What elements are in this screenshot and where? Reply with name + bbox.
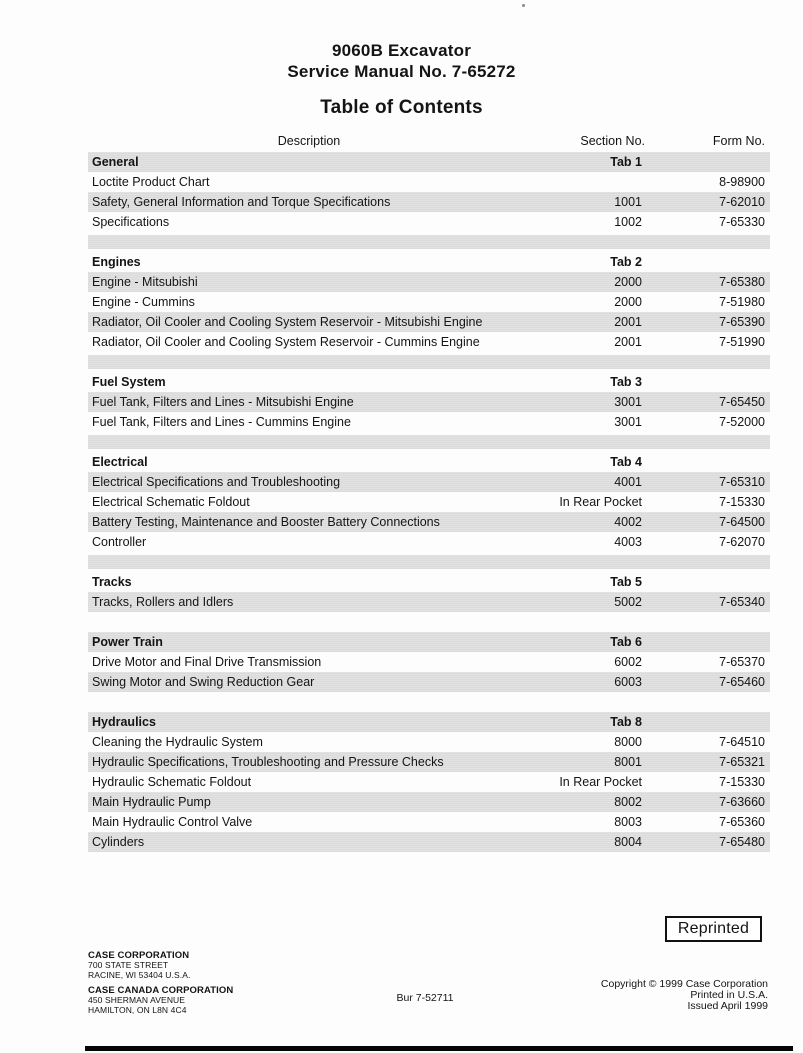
table-row [88, 652, 770, 672]
row-description: Cylinders [92, 835, 145, 849]
section-header-row [88, 712, 770, 732]
row-description: Electrical Schematic Foldout [92, 495, 250, 509]
row-form-no [650, 152, 770, 172]
toc-heading: Table of Contents [320, 97, 483, 118]
row-form-no: 7-15330 [719, 775, 765, 789]
section-header-row [88, 252, 770, 272]
row-form-no: 7-62010 [719, 195, 765, 209]
row-form-no [650, 432, 770, 452]
table-row [88, 732, 770, 752]
row-description: Fuel Tank, Filters and Lines - Mitsubishi Engine [92, 395, 354, 409]
row-form-no [650, 692, 770, 712]
row-section-no [530, 172, 650, 192]
row-section-no: 4002 [614, 515, 642, 529]
issued-line: Issued April 1999 [687, 1000, 768, 1013]
row-description [88, 552, 530, 572]
bureau-number: Bur 7-52711 [396, 992, 454, 1004]
row-form-no [650, 572, 770, 592]
scan-speck [522, 4, 525, 7]
row-section-no [530, 552, 650, 572]
manual-title-line2: Service Manual No. 7-65272 [287, 62, 516, 81]
table-body [88, 152, 770, 852]
table-row [88, 392, 770, 412]
row-description: Power Train [92, 635, 163, 649]
column-header-description: Description [277, 134, 341, 148]
row-description: Drive Motor and Final Drive Transmission [92, 655, 322, 669]
row-description: Fuel System [92, 375, 166, 389]
row-section-no [530, 352, 650, 372]
row-description: Fuel Tank, Filters and Lines - Cummins Engine [92, 415, 351, 429]
manual-title-line1: 9060B Excavator [331, 41, 472, 60]
row-form-no: 8-98900 [719, 175, 765, 189]
copyright-block [468, 979, 768, 1013]
printed-line: Printed in U.S.A. [690, 989, 768, 1002]
row-form-no [650, 552, 770, 572]
table-row [88, 272, 770, 292]
table-row [88, 792, 770, 812]
table-row [88, 592, 770, 612]
row-form-no: 7-51980 [719, 295, 765, 309]
row-form-no: 7-64510 [719, 735, 765, 749]
table-row [88, 752, 770, 772]
row-section-no: In Rear Pocket [559, 495, 642, 509]
table-header-row [88, 131, 770, 152]
row-form-no: 7-65360 [719, 815, 765, 829]
row-form-no: 7-65321 [719, 755, 765, 769]
row-form-no: 7-51990 [719, 335, 765, 349]
row-description: Engines [92, 255, 141, 269]
row-section-no [530, 612, 650, 632]
row-section-no: Tab 3 [610, 375, 642, 389]
row-description: Specifications [92, 215, 170, 229]
company-block-us [88, 950, 233, 980]
column-header-form: Form No. [712, 134, 765, 148]
row-description: Tracks, Rollers and Idlers [92, 595, 234, 609]
row-section-no [530, 432, 650, 452]
row-section-no: Tab 6 [610, 635, 642, 649]
row-section-no [530, 232, 650, 252]
row-description: Hydraulic Specifications, Troubleshooting and Pressure Checks [92, 755, 444, 769]
company-address-line: 700 STATE STREET [88, 960, 169, 970]
table-row [88, 532, 770, 552]
publisher-address-block [88, 950, 233, 1015]
row-section-no: 2000 [614, 295, 642, 309]
row-description [88, 352, 530, 372]
table-row [88, 292, 770, 312]
row-description: Battery Testing, Maintenance and Booster Battery Connections [92, 515, 440, 529]
row-description: Controller [92, 535, 147, 549]
spacer-row [88, 352, 770, 372]
row-form-no [650, 632, 770, 652]
row-form-no [650, 452, 770, 472]
company-address-line: HAMILTON, ON L8N 4C4 [88, 1004, 187, 1015]
row-description [88, 612, 530, 632]
table-row [88, 492, 770, 512]
row-description [88, 232, 530, 252]
row-section-no: 2000 [614, 275, 642, 289]
row-section-no: 4003 [614, 535, 642, 549]
table-row [88, 332, 770, 352]
section-header-row [88, 572, 770, 592]
table-row [88, 472, 770, 492]
column-header-section: Section No. [580, 134, 645, 148]
row-section-no: 8001 [614, 755, 642, 769]
row-form-no [650, 612, 770, 632]
row-description: General [92, 155, 139, 169]
row-description: Main Hydraulic Control Valve [92, 815, 253, 829]
table-row [88, 772, 770, 792]
spacer-row [88, 692, 770, 712]
spacer-row [88, 232, 770, 252]
table-row [88, 412, 770, 432]
row-form-no: 7-65480 [719, 835, 765, 849]
table-row [88, 172, 770, 192]
row-form-no: 7-65450 [719, 395, 765, 409]
row-section-no: Tab 4 [610, 455, 642, 469]
row-description: Radiator, Oil Cooler and Cooling System Reservoir - Mitsubishi Engine [92, 315, 483, 329]
company-address-line: 450 SHERMAN AVENUE [88, 995, 186, 1005]
row-section-no: 3001 [614, 415, 642, 429]
row-description: Cleaning the Hydraulic System [92, 735, 263, 749]
row-form-no [650, 252, 770, 272]
row-section-no: 8002 [614, 795, 642, 809]
spacer-row [88, 612, 770, 632]
copyright-line: Copyright © 1999 Case Corporation [600, 978, 768, 990]
table-row [88, 192, 770, 212]
row-section-no: Tab 2 [610, 255, 642, 269]
row-section-no: Tab 8 [610, 715, 642, 729]
row-description: Engine - Cummins [92, 295, 195, 309]
company-address-line: RACINE, WI 53404 U.S.A. [88, 969, 191, 980]
row-description: Safety, General Information and Torque Specifications [92, 195, 391, 209]
row-section-no: 1002 [614, 215, 642, 229]
company-name: CASE CANADA CORPORATION [88, 985, 234, 996]
row-form-no: 7-52000 [719, 415, 765, 429]
row-section-no: In Rear Pocket [559, 775, 642, 789]
row-description: Main Hydraulic Pump [92, 795, 211, 809]
table-row [88, 512, 770, 532]
row-description: Electrical Specifications and Troubleshooting [92, 475, 341, 489]
spacer-row [88, 432, 770, 452]
row-form-no: 7-65340 [719, 595, 765, 609]
table-row [88, 312, 770, 332]
row-form-no [650, 712, 770, 732]
row-section-no: Tab 5 [610, 575, 642, 589]
row-section-no [530, 692, 650, 712]
table-row [88, 812, 770, 832]
row-form-no [650, 372, 770, 392]
row-description: Swing Motor and Swing Reduction Gear [92, 675, 315, 689]
reprinted-stamp: Reprinted [665, 916, 762, 942]
spacer-row [88, 552, 770, 572]
row-section-no: 2001 [614, 315, 642, 329]
row-section-no: Tab 1 [610, 155, 642, 169]
row-description: Tracks [92, 575, 132, 589]
row-section-no: 1001 [614, 195, 642, 209]
row-form-no: 7-65390 [719, 315, 765, 329]
row-form-no: 7-65370 [719, 655, 765, 669]
row-description: Radiator, Oil Cooler and Cooling System Reservoir - Cummins Engine [92, 335, 480, 349]
section-header-row [88, 452, 770, 472]
section-header-row [88, 632, 770, 652]
document-header [0, 40, 803, 119]
row-section-no: 4001 [614, 475, 642, 489]
row-form-no: 7-65330 [719, 215, 765, 229]
row-form-no: 7-62070 [719, 535, 765, 549]
row-description: Hydraulics [92, 715, 156, 729]
scan-edge-artifact [85, 1046, 793, 1051]
row-form-no: 7-65310 [719, 475, 765, 489]
row-form-no: 7-15330 [719, 495, 765, 509]
row-description: Hydraulic Schematic Foldout [92, 775, 252, 789]
table-row [88, 212, 770, 232]
row-section-no: 2001 [614, 335, 642, 349]
row-description [88, 432, 530, 452]
row-form-no: 7-63660 [719, 795, 765, 809]
row-form-no [650, 232, 770, 252]
row-section-no: 8003 [614, 815, 642, 829]
table-row [88, 672, 770, 692]
row-form-no: 7-64500 [719, 515, 765, 529]
row-form-no: 7-65380 [719, 275, 765, 289]
row-section-no: 8004 [614, 835, 642, 849]
company-name: CASE CORPORATION [88, 950, 190, 961]
section-header-row [88, 372, 770, 392]
company-block-canada [88, 985, 233, 1015]
row-section-no: 6002 [614, 655, 642, 669]
row-description [88, 692, 530, 712]
row-form-no [650, 352, 770, 372]
row-section-no: 3001 [614, 395, 642, 409]
row-section-no: 6003 [614, 675, 642, 689]
table-row [88, 832, 770, 852]
row-form-no: 7-65460 [719, 675, 765, 689]
row-description: Electrical [92, 455, 148, 469]
row-description: Engine - Mitsubishi [92, 275, 198, 289]
row-section-no: 5002 [614, 595, 642, 609]
toc-table [88, 131, 770, 852]
row-description: Loctite Product Chart [92, 175, 210, 189]
row-section-no: 8000 [614, 735, 642, 749]
section-header-row [88, 152, 770, 172]
